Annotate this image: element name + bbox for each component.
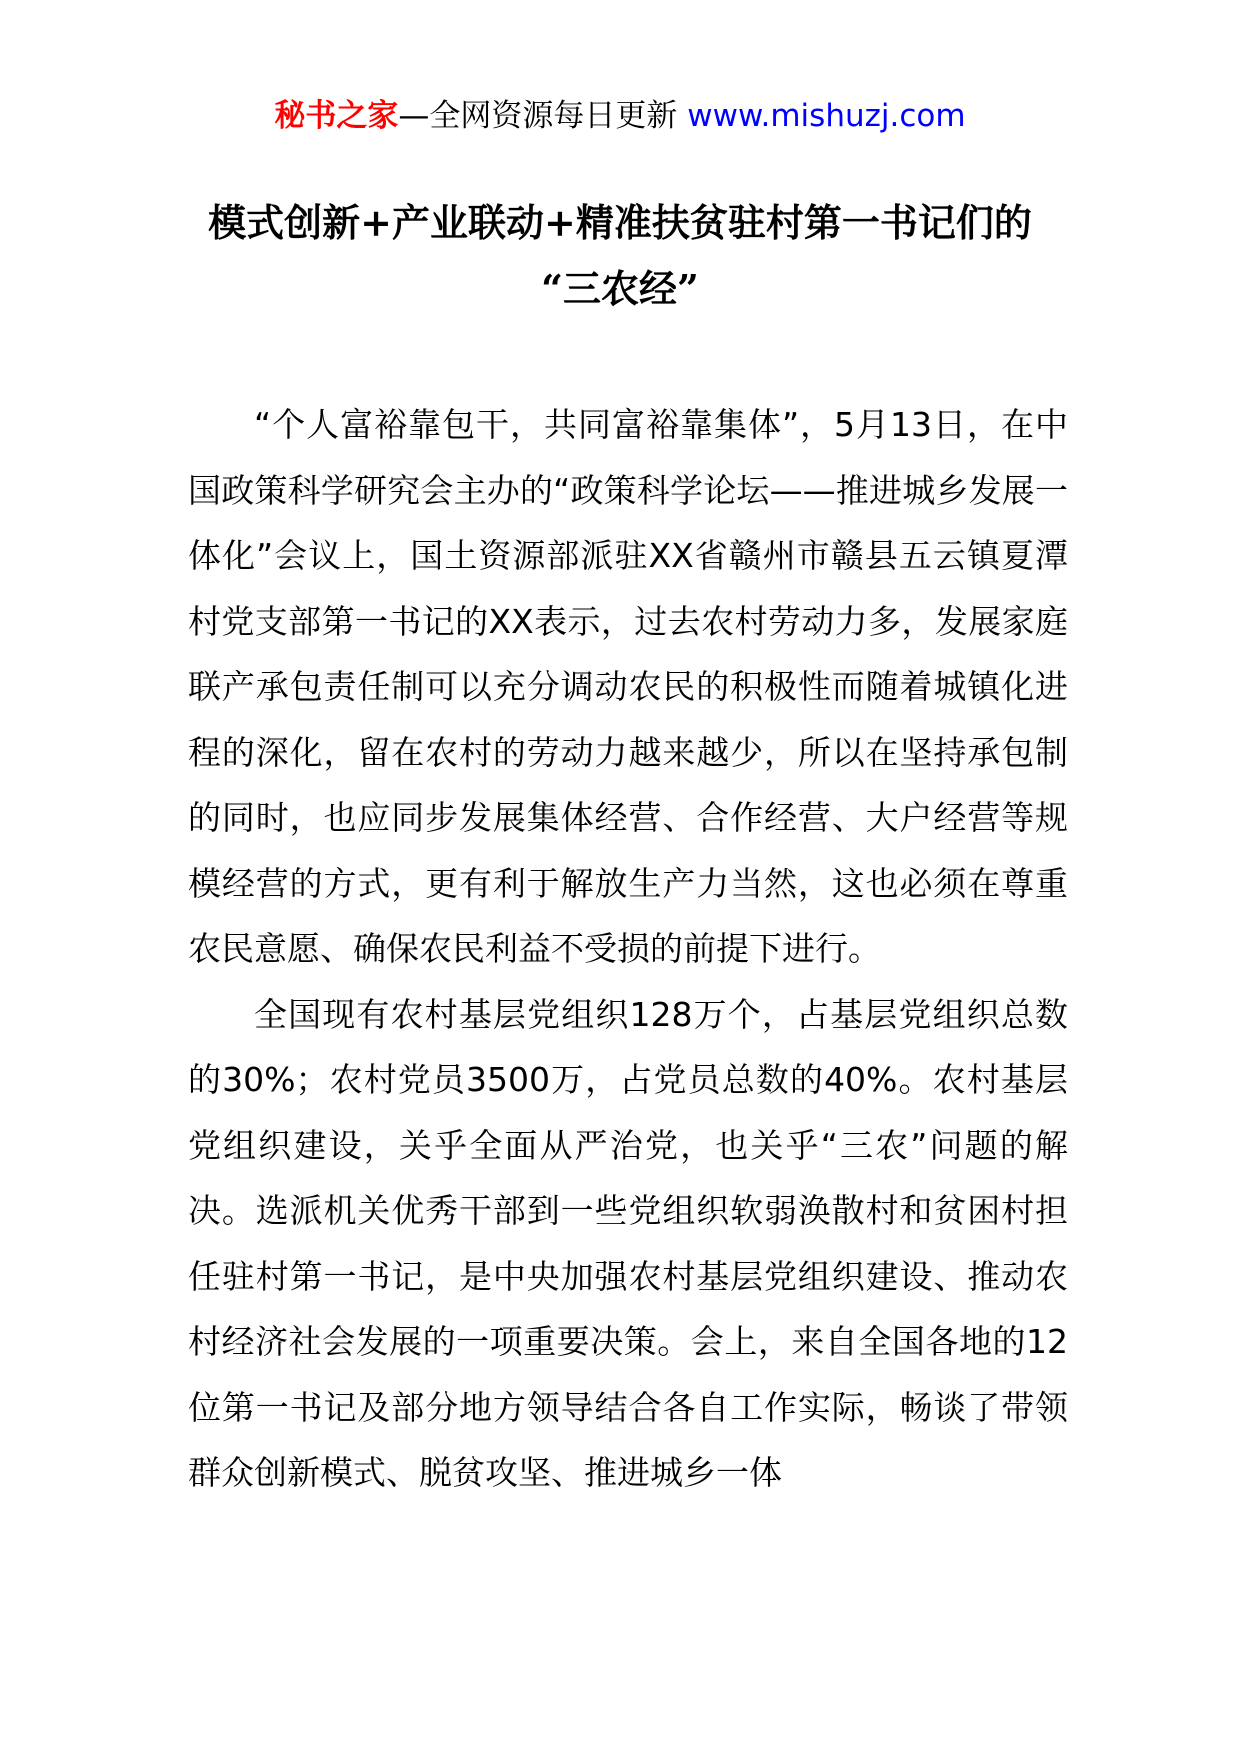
header-slogan: —全网资源每日更新 — [398, 98, 688, 134]
paragraph-2: 全国现有农村基层党组织128万个，占基层党组织总数的30%；农村党员3500万，占党员总数的40%。农村基层党组织建设，关乎全面从严治党，也关乎“三农”问题的解决。选派机关优秀干部到一些党组织软弱涣散村和贫困村担任驻村第一书记，是中央加强农村基层党组织建设、推动农村经济社会发展的一项重要决策。会上，来自全国各地的12位第一书记及部分地方领导结合各自工作实际，畅谈了带领群众创新模式、脱贫攻坚、推进城乡一体 — [188, 994, 1068, 1492]
document-title — [150, 190, 1090, 322]
site-header — [0, 96, 1240, 136]
title-line-1: 模式创新+产业联动+精准扶贫驻村第一书记们的 — [208, 200, 1032, 245]
title-line-2: “三农经” — [541, 266, 699, 311]
paragraph-1: “个人富裕靠包干，共同富裕靠集体”，5月13日，在中国政策科学研究会主办的“政策科学论坛——推进城乡发展一体化”会议上，国土资源部派驻XX省赣州市赣县五云镇夏潭村党支部第一书记的XX表示，过去农村劳动力多，发展家庭联产承包责任制可以充分调动农民的积极性而随着城镇化进程的深化，留在农村的劳动力越来越少，所以在坚持承包制的同时，也应同步发展集体经营、合作经营、大户经营等规模经营的方式，更有利于解放生产力当然，这也必须在尊重农民意愿、确保农民利益不受损的前提下进行。 — [188, 405, 1068, 968]
brand-name: 秘书之家 — [274, 98, 399, 134]
document-body — [188, 392, 1068, 1506]
site-url-link[interactable]: www.mishuzj.com — [687, 98, 966, 134]
